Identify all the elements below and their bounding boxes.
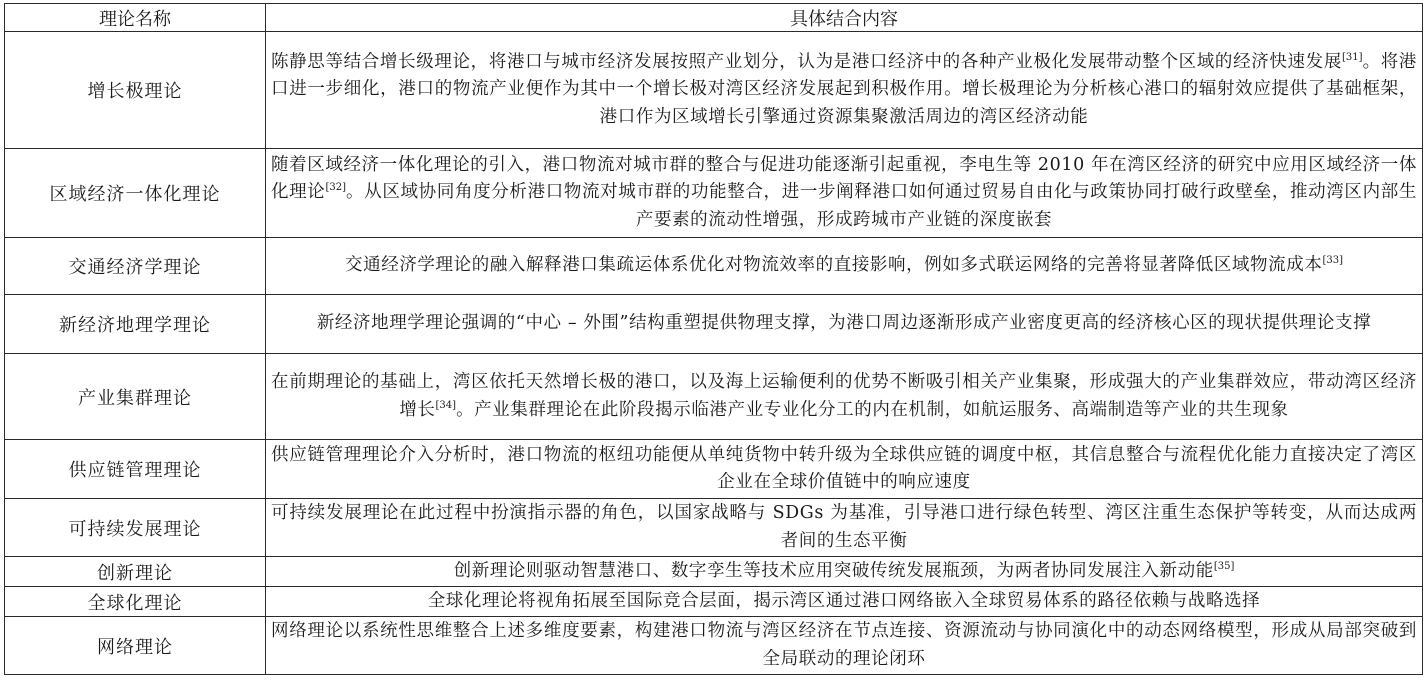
header-content: 具体结合内容 [266,4,1423,32]
table-row [5,587,1423,617]
table-row [5,295,1423,354]
theory-content-cell [266,617,1423,675]
table-row [5,149,1423,238]
content-text: 。从区域协同角度分析港口物流对城市群的功能整合，进一步阐释港口如何通过贸易自由化与政策协同打破行政壁垒，推动湾区内部生产要素的流动性增强，形成跨城市产业链的深度嵌套 [346,182,1417,230]
content-text: 交通经济学理论的融入解释港口集疏运体系优化对物流效率的直接影响，例如多式联运网络的完善将显著降低区域物流成本 [345,255,1323,276]
content-text: 在前期理论的基础上，湾区依托天然增长极的港口，以及海上运输便利的优势不断吸引相关产业集聚，形成强大的产业集群效应，带动湾区经济增长 [271,372,1417,420]
citation-ref: [31] [1342,51,1363,63]
theory-name-cell: 产业集群理论 [5,354,266,440]
table-row [5,354,1423,440]
content-text: 可持续发展理论在此过程中扮演指示器的角色，以国家战略与 SDGs 为基准，引导港口进行绿色转型、湾区注重生态保护等转变，从而达成两者间的生态平衡 [271,503,1417,551]
citation-ref: [34] [435,399,457,411]
theory-name-cell: 交通经济学理论 [5,238,266,295]
table-header-row [5,4,1423,32]
content-text: 陈静思等结合增长级理论，将港口与城市经济发展按照产业划分，认为是港口经济中的各种产业极化发展带动整个区域的经济快速发展 [271,51,1342,72]
theory-name-cell: 全球化理论 [5,587,266,617]
theory-name-cell: 区域经济一体化理论 [5,149,266,238]
content-text: 供应链管理理论介入分析时，港口物流的枢纽功能便从单纯货物中转升级为全球供应链的调度中枢，其信息整合与流程优化能力直接决定了湾区企业在全球价值链中的响应速度 [271,444,1417,492]
citation-ref: [35] [1213,560,1235,572]
citation-ref: [33] [1322,255,1343,267]
theory-content-cell [266,499,1423,557]
table-row [5,440,1423,499]
theory-content-cell [266,557,1423,587]
theory-name-cell: 可持续发展理论 [5,499,266,557]
header-theory-name: 理论名称 [5,4,266,32]
theory-name-cell: 网络理论 [5,617,266,675]
content-text: 新经济地理学理论强调的“中心 – 外围”结构重塑提供物理支撑，为港口周边逐渐形成产业密度更高的经济核心区的现状提供理论支撑 [316,313,1372,334]
theory-name-cell: 供应链管理理论 [5,440,266,499]
content-text: 网络理论以系统性思维整合上述多维度要素，构建港口物流与湾区经济在节点连接、资源流动与协同演化中的动态网络模型，形成从局部突破到全局联动的理论闭环 [271,621,1417,669]
theory-content-cell [266,238,1423,295]
theory-content-cell [266,587,1423,617]
theory-content-cell [266,440,1423,499]
table-row [5,499,1423,557]
content-text: 创新理论则驱动智慧港口、数字孪生等技术应用突破传统发展瓶颈，为两者协同发展注入新动能 [453,560,1214,581]
content-text: 。产业集群理论在此阶段揭示临港产业专业化分工的内在机制，如航运服务、高端制造等产业的共生现象 [456,399,1289,420]
theory-name-cell: 创新理论 [5,557,266,587]
theory-content-cell [266,295,1423,354]
table-row [5,557,1423,587]
content-text: 全球化理论将视角拓展至国际竞合层面，揭示湾区通过港口网络嵌入全球贸易体系的路径依赖与战略选择 [427,590,1261,611]
content-text: 随着区域经济一体化理论的引入，港口物流对城市群的整合与促进功能逐渐引起重视，李电生等 2010 年在湾区经济的研究中应用区域经济一体化理论 [271,154,1417,203]
table-body [5,32,1423,675]
theory-content-cell [266,32,1423,149]
table-row [5,617,1423,675]
theory-name-cell: 新经济地理学理论 [5,295,266,354]
citation-ref: [32] [325,182,346,194]
table-row [5,32,1423,149]
theory-content-cell [266,354,1423,440]
theory-content-cell [266,149,1423,238]
content-text: 。将港口进一步细化，港口的物流产业便作为其中一个增长极对湾区经济发展起到积极作用。增长极理论为分析核心港口的辐射效应提供了基础框架，港口作为区域增长引擎通过资源集聚激活周边的湾区经济动能 [271,51,1417,127]
theory-table [4,3,1423,675]
table-row [5,238,1423,295]
theory-name-cell: 增长极理论 [5,32,266,149]
